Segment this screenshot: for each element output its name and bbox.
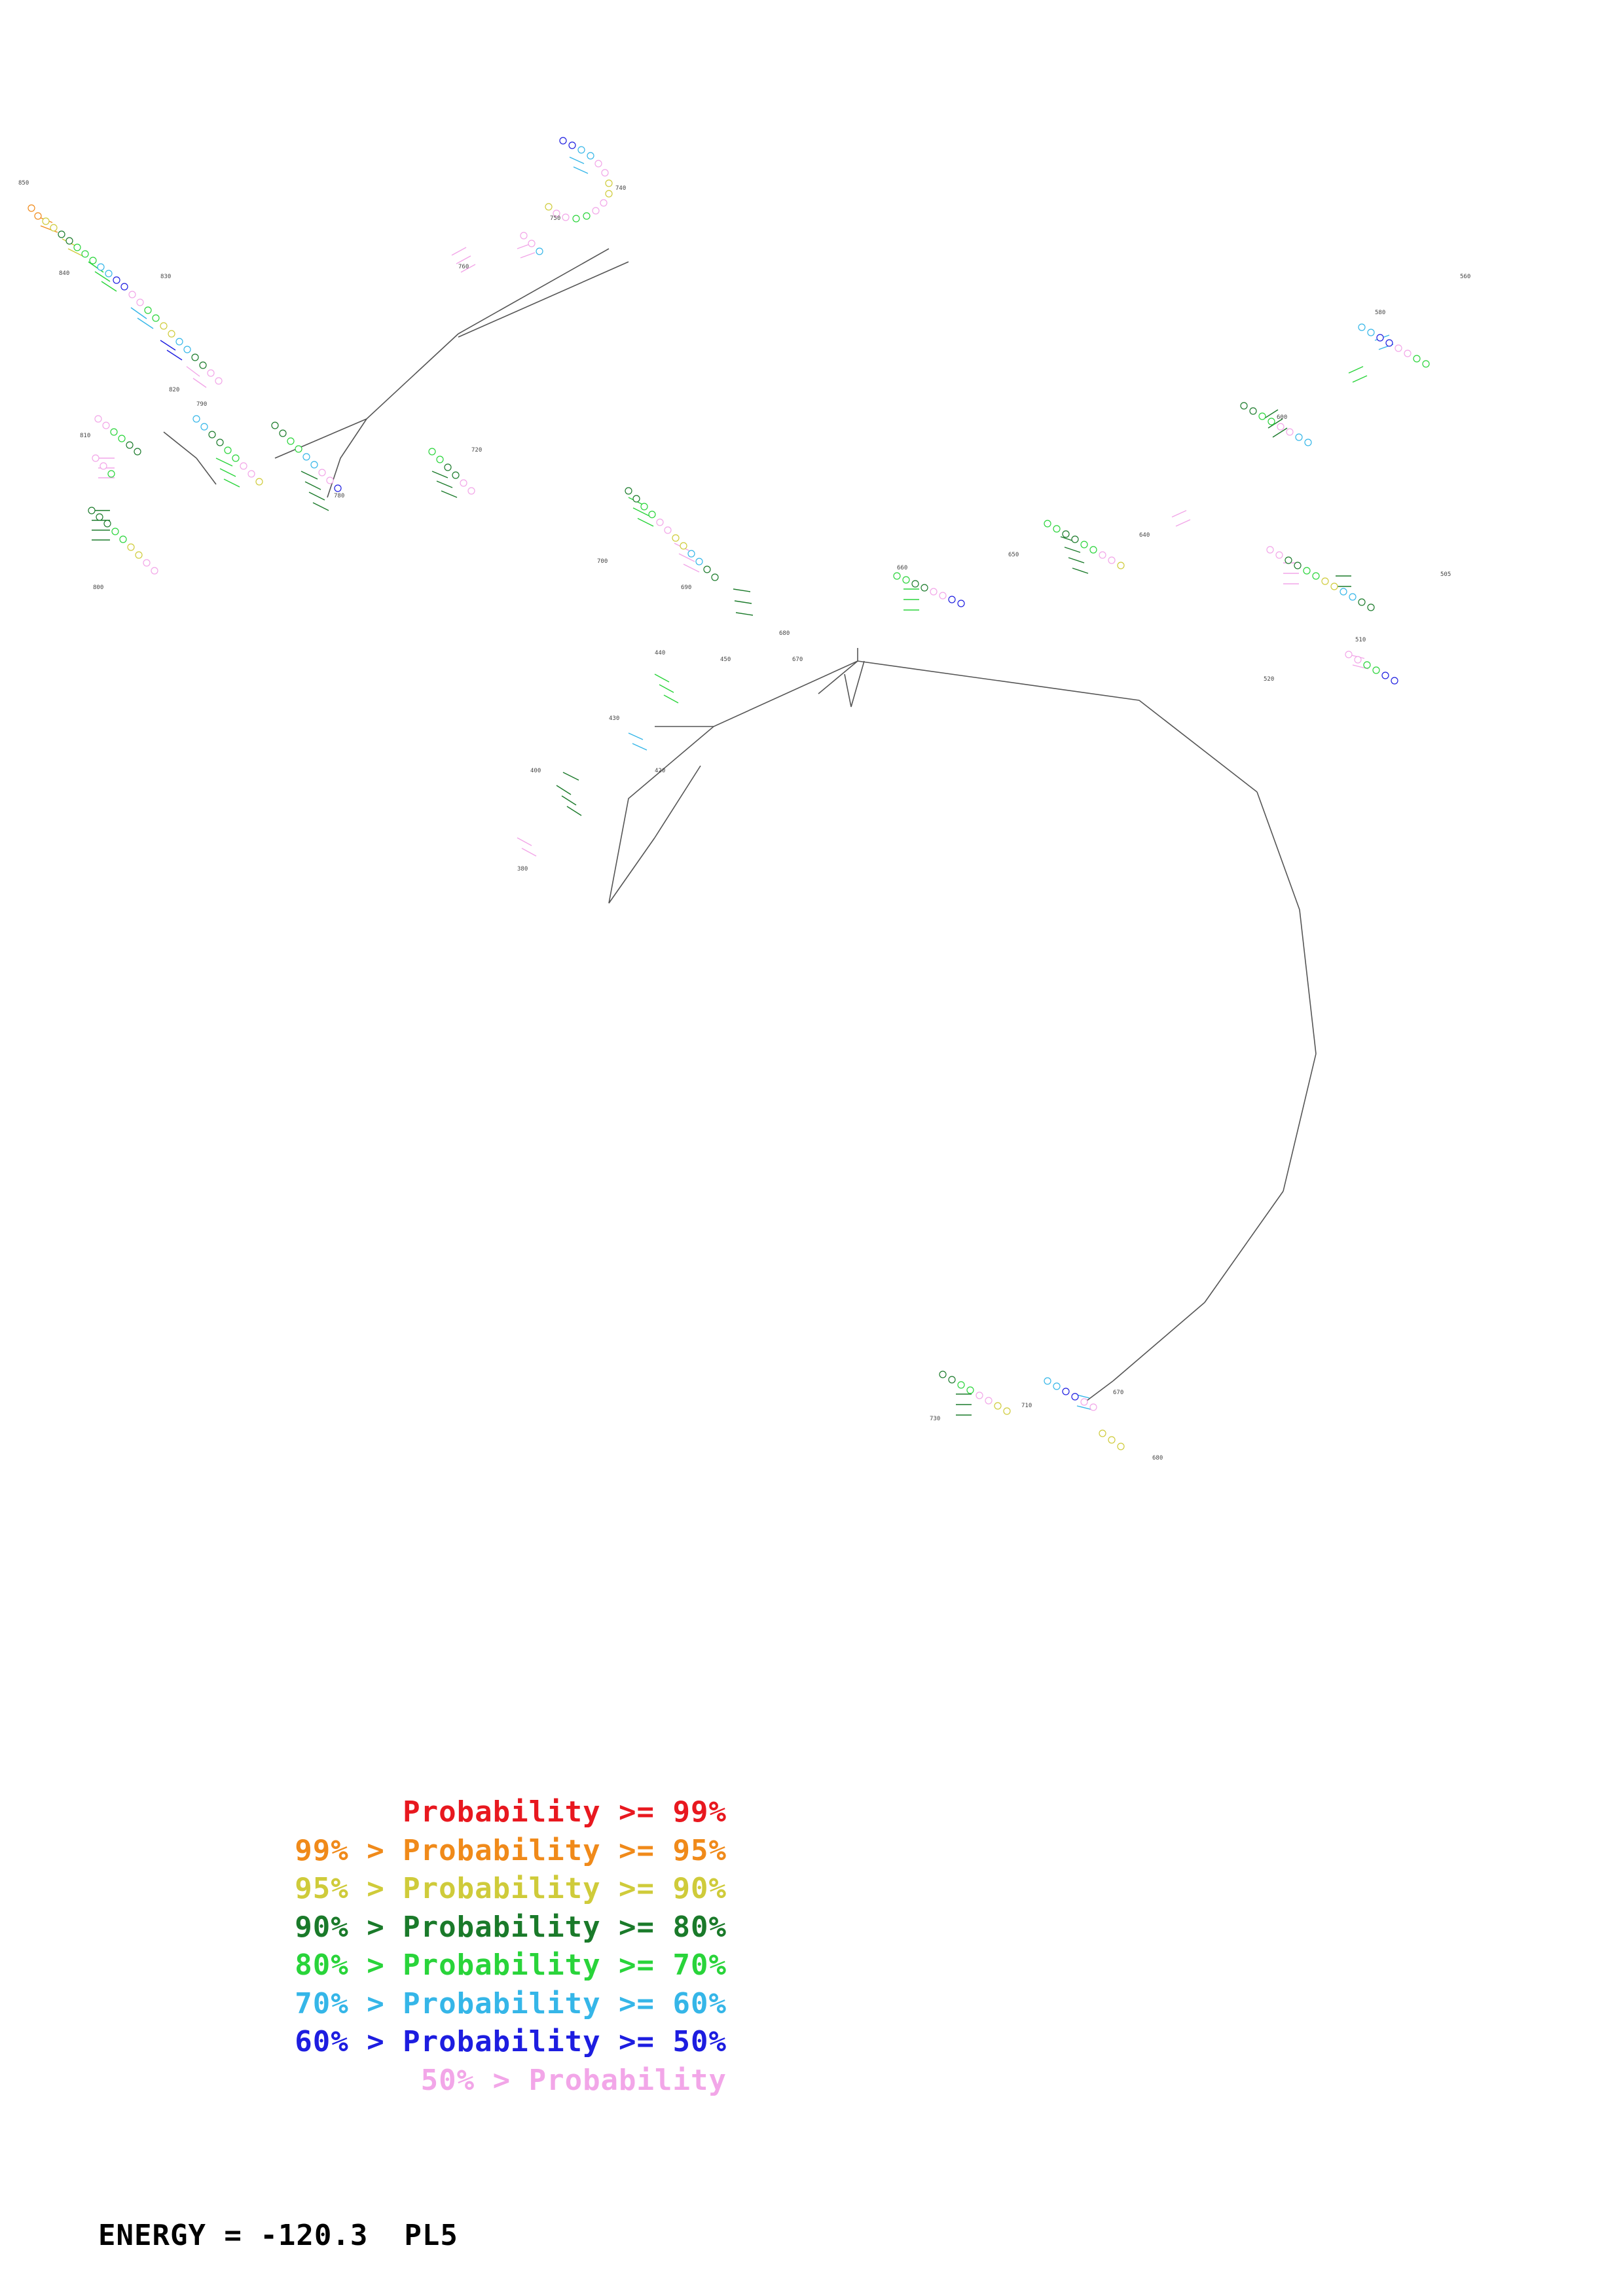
svg-text:730: 730 xyxy=(930,1416,941,1422)
svg-text:680: 680 xyxy=(779,630,790,637)
svg-text:670: 670 xyxy=(792,656,803,663)
svg-text:430: 430 xyxy=(609,715,620,722)
svg-text:830: 830 xyxy=(160,274,172,280)
svg-text:760: 760 xyxy=(458,264,469,270)
backbone-lines xyxy=(164,249,1316,1401)
svg-text:580: 580 xyxy=(1375,310,1386,316)
legend-row: Probability >= 99% xyxy=(403,1795,727,1829)
svg-text:510: 510 xyxy=(1355,637,1366,643)
helix-regions xyxy=(36,157,1393,1415)
svg-text:680: 680 xyxy=(1152,1455,1163,1462)
legend-row: 99% > Probability >= 95% xyxy=(295,1833,727,1867)
legend-row: 50% > Probability xyxy=(420,2063,727,2097)
svg-text:800: 800 xyxy=(93,584,104,591)
svg-text:520: 520 xyxy=(1264,676,1275,683)
svg-text:670: 670 xyxy=(1113,1390,1124,1396)
svg-text:600: 600 xyxy=(1277,414,1288,421)
svg-text:560: 560 xyxy=(1460,274,1471,280)
svg-text:650: 650 xyxy=(1008,552,1019,558)
svg-text:780: 780 xyxy=(334,493,345,499)
svg-text:420: 420 xyxy=(655,768,666,774)
svg-text:850: 850 xyxy=(18,180,29,187)
legend-row: 70% > Probability >= 60% xyxy=(295,1986,727,2020)
svg-text:400: 400 xyxy=(530,768,541,774)
svg-text:720: 720 xyxy=(471,447,483,454)
svg-text:660: 660 xyxy=(897,565,908,571)
svg-text:790: 790 xyxy=(196,401,208,408)
svg-text:450: 450 xyxy=(720,656,731,663)
svg-text:710: 710 xyxy=(1021,1403,1032,1409)
svg-text:820: 820 xyxy=(169,387,180,393)
probability-legend xyxy=(98,1793,753,2100)
svg-text:740: 740 xyxy=(615,185,627,192)
svg-text:810: 810 xyxy=(80,433,91,439)
legend-row: 95% > Probability >= 90% xyxy=(295,1872,727,1906)
svg-text:640: 640 xyxy=(1139,532,1150,539)
svg-text:440: 440 xyxy=(655,650,666,656)
nucleotide-circles xyxy=(28,137,1429,1450)
energy-label: ENERGY = -120.3 PL5 xyxy=(98,2219,458,2252)
legend-row: 60% > Probability >= 50% xyxy=(295,2025,727,2059)
legend-row: 80% > Probability >= 70% xyxy=(295,1948,727,1982)
svg-text:505: 505 xyxy=(1440,571,1451,578)
svg-text:750: 750 xyxy=(550,215,561,222)
sequence-number-labels xyxy=(18,180,1470,1462)
svg-text:840: 840 xyxy=(59,270,70,277)
svg-text:690: 690 xyxy=(681,584,692,591)
legend-row: 90% > Probability >= 80% xyxy=(295,1910,727,1944)
svg-text:380: 380 xyxy=(517,866,528,872)
svg-text:700: 700 xyxy=(597,558,608,565)
